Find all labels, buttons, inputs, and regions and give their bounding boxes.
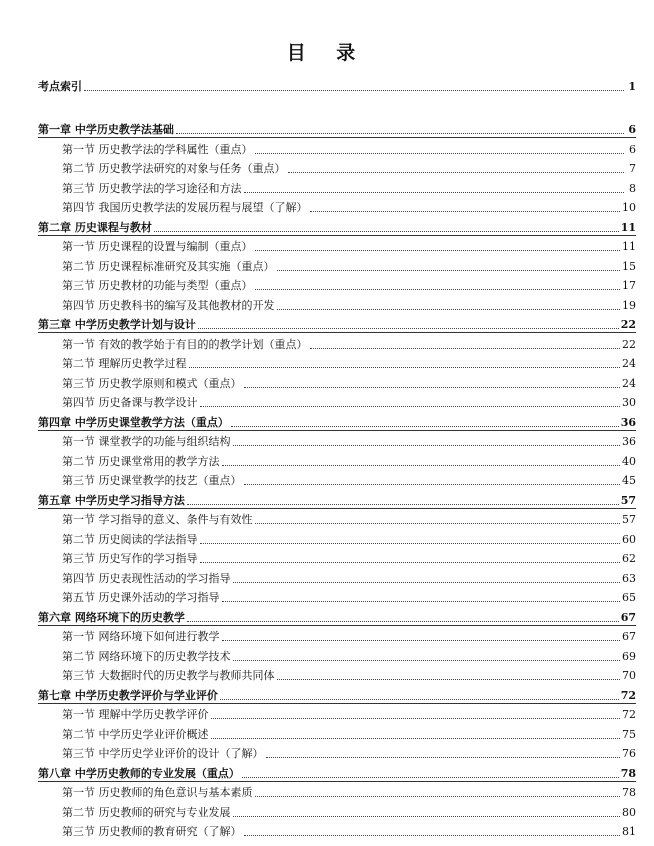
dot-leader [244,387,621,388]
toc-section-entry[interactable] [62,453,636,469]
chapter-divider [38,332,636,333]
toc-section-entry[interactable] [62,628,636,644]
toc-section-entry-label: 第二节 历史课堂常用的教学方法 [62,455,220,468]
chapter-divider [38,781,636,782]
dot-leader [233,582,621,583]
toc-section-entry[interactable] [62,394,636,410]
toc-section-entry[interactable] [62,745,636,761]
toc-section-entry-label: 第三节 大数据时代的历史教学与教师共同体 [62,669,275,682]
toc-section-entry[interactable] [62,667,636,683]
dot-leader [233,445,621,446]
dot-leader [222,465,621,466]
toc-section-entry-page-number: 78 [622,786,636,799]
toc-chapter-entry[interactable] [38,609,636,625]
toc-chapter-entry-page-number: 6 [628,123,636,136]
toc-section-entry-page-number: 72 [622,708,636,721]
toc-section-entry[interactable] [62,648,636,664]
toc-chapter-entry[interactable] [38,316,636,332]
toc-section-entry-page-number: 69 [622,650,636,663]
toc-section-entry[interactable] [62,160,636,176]
dot-leader [154,231,619,232]
toc-section-entry-label: 第三节 历史写作的学习指导 [62,552,198,565]
dot-leader [244,484,621,485]
toc-chapter-entry-page-number: 36 [620,416,636,429]
toc-chapter-entry-label: 第三章 中学历史教学计划与设计 [38,318,196,331]
dot-leader [211,718,621,719]
chapter-divider [38,703,636,704]
toc-chapter-entry[interactable] [38,219,636,235]
dot-leader [277,679,621,680]
dot-leader [176,133,624,134]
toc-section-entry-page-number: 67 [622,630,636,643]
dot-leader [266,757,621,758]
dot-leader [220,699,619,700]
toc-section-entry[interactable] [62,570,636,586]
toc-chapter-entry[interactable] [38,492,636,508]
chapter-divider [38,137,636,138]
toc-index-entry[interactable] [38,78,636,94]
toc-chapter-entry[interactable] [38,687,636,703]
toc-section-entry[interactable] [62,433,636,449]
toc-chapter-entry[interactable] [38,121,636,137]
dot-leader [187,504,619,505]
toc-section-entry-label: 第一节 学习指导的意义、条件与有效性 [62,513,253,526]
toc-section-entry-label: 第四节 历史教科书的编写及其他教材的开发 [62,299,275,312]
dot-leader [255,250,621,251]
toc-section-entry-label: 第一节 理解中学历史教学评价 [62,708,209,721]
toc-section-entry-page-number: 8 [629,182,636,195]
dot-leader [277,309,621,310]
toc-section-entry-page-number: 7 [629,162,636,175]
toc-section-entry-label: 第二节 历史教学法研究的对象与任务（重点） [62,162,286,175]
toc-section-entry-label: 第一节 课堂教学的功能与组织结构 [62,435,231,448]
toc-section-entry[interactable] [62,375,636,391]
toc-section-entry[interactable] [62,726,636,742]
toc-section-entry-page-number: 40 [622,455,636,468]
toc-section-entry[interactable] [62,238,636,254]
toc-chapter-entry-label: 第五章 中学历史学习指导方法 [38,494,185,507]
dot-leader [255,523,621,524]
dot-leader [244,835,621,836]
toc-section-entry[interactable] [62,784,636,800]
toc-section-entry-page-number: 81 [622,825,636,838]
toc-section-entry-label: 第一节 有效的教学始于有目的的教学计划（重点） [62,338,308,351]
dot-leader [255,796,621,797]
dot-leader [189,367,621,368]
toc-section-entry-page-number: 15 [622,260,636,273]
toc-section-entry-page-number: 22 [622,338,636,351]
toc-chapter-entry-label: 第七章 中学历史教学评价与学业评价 [38,689,218,702]
toc-section-entry[interactable] [62,355,636,371]
toc-section-entry-page-number: 30 [622,396,636,409]
dot-leader [222,601,621,602]
toc-section-entry[interactable] [62,550,636,566]
toc-section-entry-label: 第四节 历史备课与教学设计 [62,396,198,409]
chapter-divider [38,235,636,236]
toc-section-entry-label: 第一节 历史教师的角色意识与基本素质 [62,786,253,799]
dot-leader [255,289,621,290]
dot-leader [310,211,621,212]
toc-chapter-entry-page-number: 11 [620,221,636,234]
dot-leader [288,172,625,173]
dot-leader [242,777,619,778]
toc-section-entry-label: 第一节 历史教学法的学科属性（重点） [62,143,253,156]
toc-section-entry-label: 第二节 历史课程标准研究及其实施（重点） [62,260,275,273]
dot-leader [222,640,621,641]
toc-index-entry-label: 考点索引 [38,80,82,93]
dot-leader [277,270,621,271]
chapter-divider [38,508,636,509]
toc-section-entry-page-number: 80 [622,806,636,819]
toc-section-entry[interactable] [62,297,636,313]
toc-section-entry[interactable] [62,336,636,352]
toc-section-entry-page-number: 57 [622,513,636,526]
dot-leader [244,192,625,193]
toc-chapter-entry-page-number: 22 [620,318,636,331]
toc-section-entry[interactable] [62,531,636,547]
toc-section-entry-label: 第四节 历史表现性活动的学习指导 [62,572,231,585]
dot-leader [198,328,619,329]
toc-section-entry-label: 第二节 历史教师的研究与专业发展 [62,806,231,819]
toc-section-entry-page-number: 24 [622,377,636,390]
page-title: 目 录 [286,42,368,64]
toc-section-entry-page-number: 76 [622,747,636,760]
toc-index-entry-page-number: 1 [628,80,636,93]
toc-section-entry-page-number: 11 [622,240,636,253]
toc-section-entry-page-number: 63 [622,572,636,585]
toc-section-entry-page-number: 24 [622,357,636,370]
toc-section-entry-label: 第五节 历史课外活动的学习指导 [62,591,220,604]
toc-section-entry-page-number: 10 [622,201,636,214]
toc-section-entry-label: 第三节 历史教师的教育研究（了解） [62,825,242,838]
toc-section-entry-label: 第三节 历史教材的功能与类型（重点） [62,279,253,292]
dot-leader [310,348,621,349]
dot-leader [200,406,621,407]
toc-section-entry[interactable] [62,277,636,293]
toc-section-entry[interactable] [62,258,636,274]
toc-section-entry-page-number: 45 [622,474,636,487]
toc-section-entry-label: 第二节 中学历史学业评价概述 [62,728,209,741]
dot-leader [187,621,619,622]
dot-leader [233,816,621,817]
toc-section-entry-page-number: 36 [622,435,636,448]
toc-section-entry-page-number: 60 [622,533,636,546]
toc-section-entry[interactable] [62,141,636,157]
toc-section-entry-label: 第二节 网络环境下的历史教学技术 [62,650,231,663]
toc-section-entry-label: 第三节 历史教学原则和模式（重点） [62,377,242,390]
chapter-divider [38,430,636,431]
toc-section-entry[interactable] [62,589,636,605]
dot-leader [255,153,625,154]
toc-section-entry-label: 第三节 中学历史学业评价的设计（了解） [62,747,264,760]
toc-chapter-entry-label: 第八章 中学历史教师的专业发展（重点） [38,767,240,780]
toc-section-entry-page-number: 19 [622,299,636,312]
toc-section-entry[interactable] [62,199,636,215]
toc-section-entry-label: 第三节 历史课堂教学的技艺（重点） [62,474,242,487]
toc-section-entry[interactable] [62,823,636,839]
toc-chapter-entry-label: 第六章 网络环境下的历史教学 [38,611,185,624]
toc-section-entry-page-number: 65 [622,591,636,604]
toc-chapter-entry-page-number: 57 [620,494,636,507]
toc-section-entry-page-number: 6 [629,143,636,156]
toc-section-entry-label: 第三节 历史教学法的学习途径和方法 [62,182,242,195]
dot-leader [200,562,621,563]
toc-section-entry-page-number: 75 [622,728,636,741]
dot-leader [233,660,621,661]
toc-section-entry-label: 第一节 历史课程的设置与编制（重点） [62,240,253,253]
toc-chapter-entry-page-number: 78 [620,767,636,780]
toc-chapter-entry-page-number: 67 [620,611,636,624]
toc-section-entry[interactable] [62,180,636,196]
toc-section-entry-label: 第二节 理解历史教学过程 [62,357,187,370]
toc-chapter-entry[interactable] [38,414,636,430]
toc-chapter-entry-page-number: 72 [620,689,636,702]
toc-section-entry-page-number: 62 [622,552,636,565]
toc-chapter-entry[interactable] [38,765,636,781]
toc-chapter-entry-label: 第四章 中学历史课堂教学方法（重点） [38,416,229,429]
chapter-divider [38,625,636,626]
toc-section-entry[interactable] [62,706,636,722]
toc-section-entry[interactable] [62,511,636,527]
toc-section-entry-page-number: 70 [622,669,636,682]
dot-leader [211,738,621,739]
toc-section-entry-page-number: 17 [622,279,636,292]
dot-leader [231,426,619,427]
toc-chapter-entry-label: 第一章 中学历史教学法基础 [38,123,174,136]
toc-section-entry-label: 第二节 历史阅读的学法指导 [62,533,198,546]
dot-leader [200,543,621,544]
toc-chapter-entry-label: 第二章 历史课程与教材 [38,221,152,234]
dot-leader [84,90,624,91]
toc-section-entry[interactable] [62,804,636,820]
toc-section-entry[interactable] [62,472,636,488]
toc-section-entry-label: 第一节 网络环境下如何进行教学 [62,630,220,643]
toc-section-entry-label: 第四节 我国历史教学法的发展历程与展望（了解） [62,201,308,214]
